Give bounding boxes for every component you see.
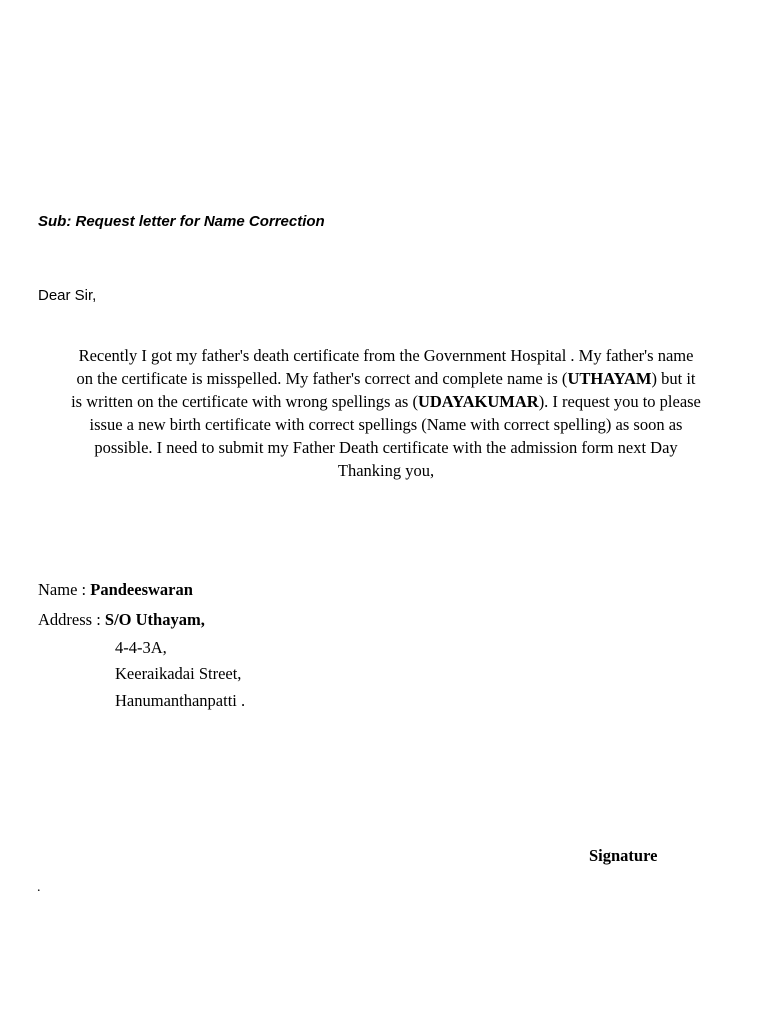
body-line-3 — [30, 390, 742, 413]
address-line-1: S/O Uthayam, — [104, 610, 205, 629]
sender-address-row — [38, 610, 205, 630]
address-line-3: Keeraikadai Street, — [115, 664, 242, 683]
letter-body — [30, 344, 742, 482]
closing-line: Thanking you, — [337, 461, 435, 480]
correct-name: UTHAYAM — [567, 369, 652, 388]
wrong-name: UDAYAKUMAR — [417, 392, 539, 411]
address-line-2: 4-4-3A, — [115, 638, 167, 657]
body-line-4: issue a new birth certificate with correct spellings (Name with correct spelling) as soon as — [89, 415, 683, 434]
body-line-2-prefix: on the certificate is misspelled. My father's correct and complete name is ( — [76, 369, 568, 388]
body-line-3-prefix: is written on the certificate with wrong spellings as ( — [71, 392, 418, 411]
body-line-5: possible. I need to submit my Father Death certificate with the admission form next Day — [94, 438, 678, 457]
address-line-4: Hanumanthanpatti . — [115, 691, 246, 710]
signature-label: Signature — [589, 846, 658, 865]
body-line-3-suffix: ). I request you to please — [538, 392, 701, 411]
salutation: Dear Sir, — [38, 287, 97, 304]
sender-name-row — [38, 580, 193, 600]
sender-name: Pandeeswaran — [90, 580, 193, 599]
body-line-1: Recently I got my father's death certificate from the Government Hospital . My father's name — [78, 346, 694, 365]
name-label: Name : — [38, 580, 87, 599]
body-line-2-suffix: ) but it — [651, 369, 696, 388]
body-line-2 — [30, 367, 742, 390]
letter-subject: Sub: Request letter for Name Correction — [38, 213, 325, 230]
trailing-mark: . — [37, 880, 41, 895]
address-label: Address : — [38, 610, 101, 629]
